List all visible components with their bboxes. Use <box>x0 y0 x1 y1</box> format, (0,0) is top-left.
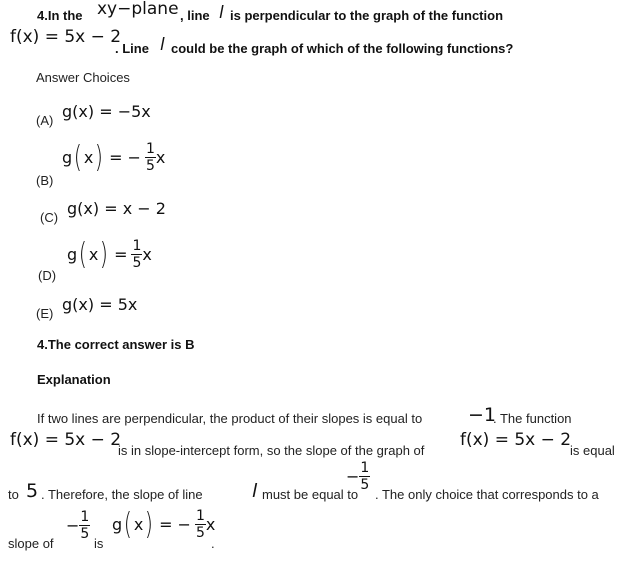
choice-a-label[interactable]: (A) <box>36 113 54 128</box>
question-perp-text: is perpendicular to the graph of the function <box>230 8 504 23</box>
expl-num3: 1 <box>195 508 205 524</box>
expl-neg2: − <box>66 516 80 535</box>
question-line-text: , line <box>180 8 210 23</box>
question-fx: f(x) = 5x − 2 <box>10 27 122 47</box>
expl-g: g <box>112 515 123 534</box>
expl-p2: . The function <box>493 411 572 426</box>
expl-tail: x <box>205 515 216 534</box>
choice-b-g: g <box>62 148 73 167</box>
choice-e-expr[interactable]: g(x) = 5x <box>62 295 138 314</box>
expl-p6: . Therefore, the slope of line <box>41 487 203 502</box>
expl-num1: 1 <box>360 460 370 476</box>
expl-gx: g ( x ) = − $\frac{1}{5}$ x <box>112 506 216 542</box>
question-line2-text: . Line <box>115 41 149 56</box>
expl-p3: is in slope-intercept form, so the slope of the graph of <box>118 443 425 458</box>
plane-math: xy−plane <box>97 0 179 19</box>
choice-b-num: 1 <box>145 141 155 157</box>
expl-end: . <box>211 536 215 551</box>
choice-b-tail: x <box>155 148 166 167</box>
choice-b-eq: = − <box>109 148 141 167</box>
expl-p8: . The only choice that corresponds to a <box>375 487 599 502</box>
expl-den2: 5 <box>80 526 90 542</box>
correct-answer: 4.The correct answer is B <box>37 337 195 352</box>
choice-c-label[interactable]: (C) <box>40 210 59 225</box>
choice-d-g: g <box>67 245 78 264</box>
expl-den1: 5 <box>360 477 370 493</box>
line-var: l <box>219 3 224 23</box>
expl-p9: slope of <box>8 536 54 551</box>
explanation-heading: Explanation <box>37 372 111 387</box>
expl-l: l <box>252 480 258 502</box>
question-lead: 4.In the <box>37 8 83 23</box>
choice-e-label[interactable]: (E) <box>36 306 54 321</box>
choice-d-den: 5 <box>132 255 142 271</box>
expl-gx-x: x <box>133 515 144 534</box>
expl-p10: is <box>94 536 104 551</box>
expl-p7: must be equal to <box>262 487 359 502</box>
question-could-text: could be the graph of which of the following functions? <box>171 41 514 56</box>
expl-p5: to <box>8 487 19 502</box>
choice-d-num: 1 <box>132 238 142 254</box>
choice-d-x: x <box>88 245 99 264</box>
choice-d-label[interactable]: (D) <box>38 268 57 283</box>
choice-b-den: 5 <box>145 158 155 174</box>
choice-b-fraction <box>145 142 156 173</box>
answer-choices-label: Answer Choices <box>36 70 130 85</box>
choice-b-label[interactable]: (B) <box>36 173 54 188</box>
expl-fx2: f(x) = 5x − 2 <box>460 430 572 450</box>
line2-var: l <box>160 35 165 55</box>
choice-b-expr[interactable]: g ( x ) = − $\frac{1}{5}$ x <box>62 139 166 175</box>
choice-d-fraction <box>131 239 142 270</box>
expl-eq: = − <box>159 515 191 534</box>
choice-d-eq: = <box>114 245 128 264</box>
expl-fx1: f(x) = 5x − 2 <box>10 430 122 450</box>
expl-five: 5 <box>26 480 39 502</box>
expl-num2: 1 <box>80 509 90 525</box>
choice-d-expr[interactable]: g ( x ) = $\frac{1}{5}$ x <box>67 236 152 272</box>
choice-c-expr[interactable]: g(x) = x − 2 <box>67 199 166 218</box>
expl-frac1 <box>346 461 370 492</box>
expl-neg-one: −1 <box>468 404 497 426</box>
expl-frac2 <box>66 510 90 541</box>
choice-a-expr[interactable]: g(x) = −5x <box>62 102 151 121</box>
choice-d-tail: x <box>142 245 152 264</box>
choice-b-x: x <box>83 148 94 167</box>
expl-p4: is equal <box>570 443 615 458</box>
expl-p1: If two lines are perpendicular, the product of their slopes is equal to <box>37 411 423 426</box>
expl-den3: 5 <box>195 525 205 541</box>
expl-neg: − <box>346 467 360 486</box>
